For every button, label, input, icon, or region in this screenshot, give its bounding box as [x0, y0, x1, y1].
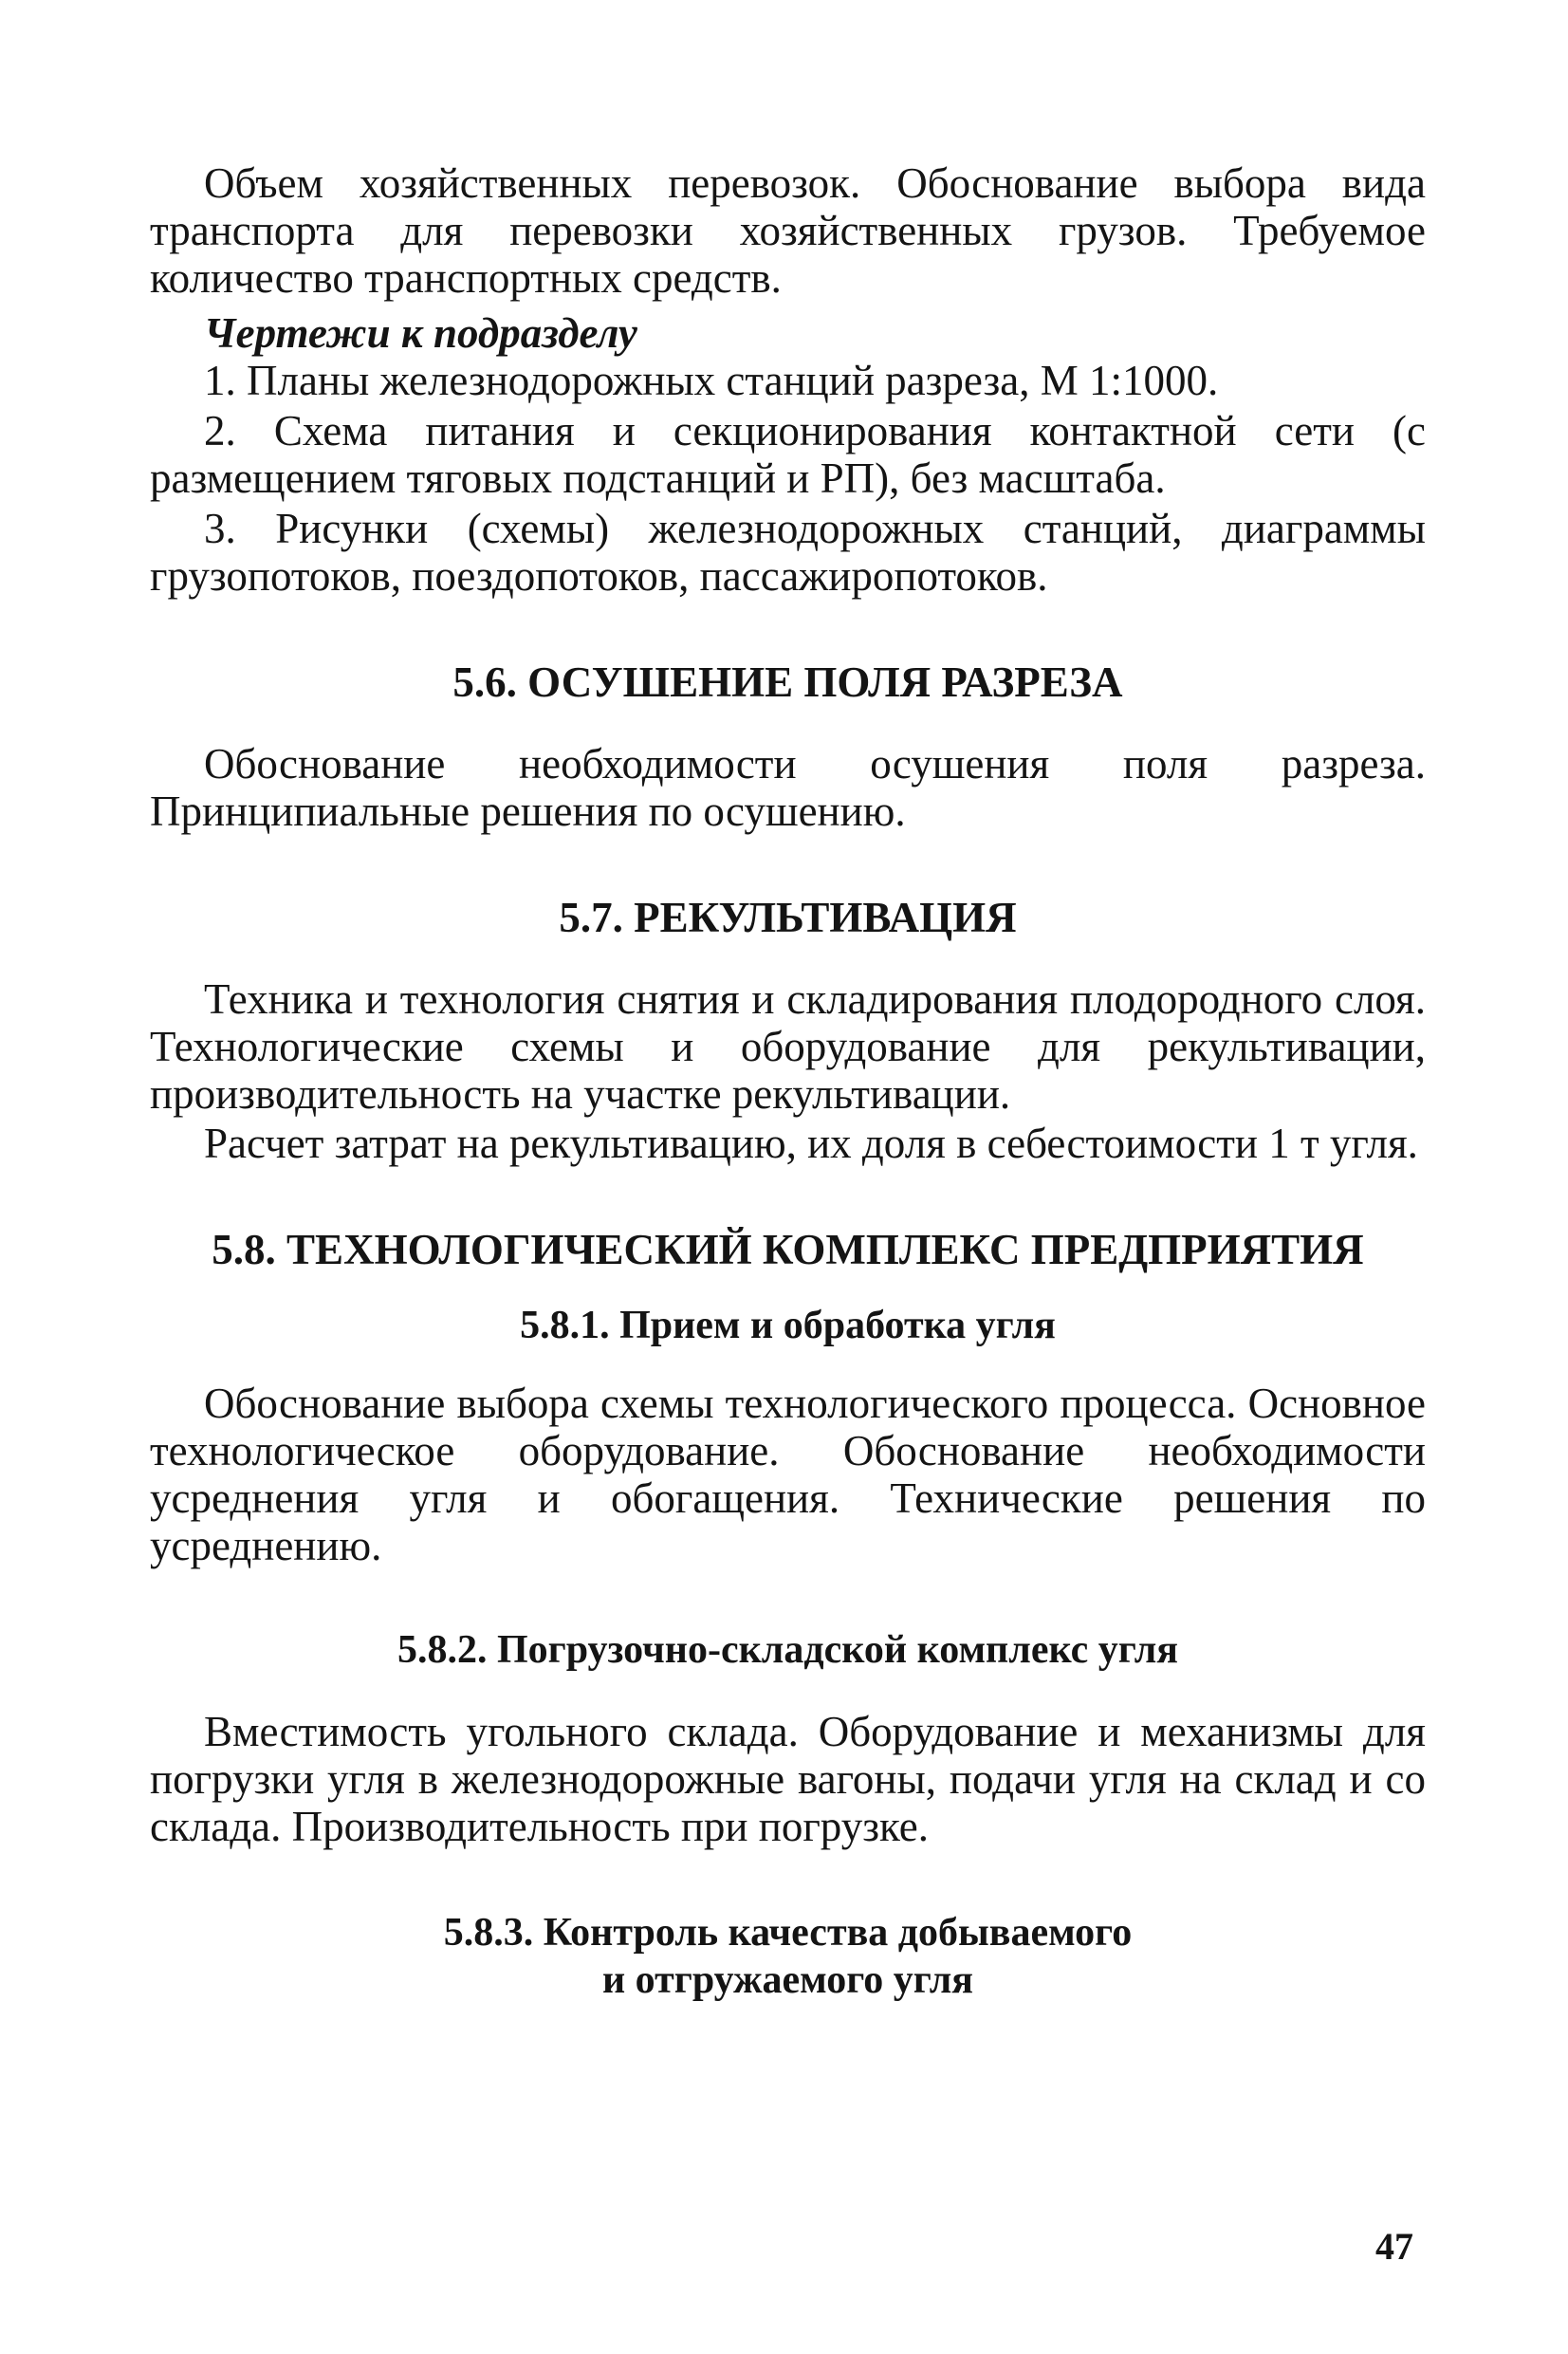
section-5-6-title: 5.6. ОСУШЕНИЕ ПОЛЯ РАЗРЕЗА — [452, 658, 1123, 706]
section-5-8-3-title-line-1: 5.8.3. Контроль качества добываемого — [443, 1911, 1133, 1955]
section-5-6-paragraph: Обоснование необходимости осушения поля разреза. Принципиальные решения по осушению. — [150, 740, 1426, 835]
document-page — [150, 159, 1426, 2004]
intro-paragraph: Объем хозяйственных перевозок. Обоснование выбора вида транспорта для перевозки хозяйственных грузов. Требуемое количество транспортных средств. — [150, 159, 1426, 302]
drawings-item-2: 2. Схема питания и секционирования контактной сети (с размещением тяговых подстанций и РП), без масштаба. — [150, 407, 1426, 502]
section-5-7-paragraph-2: Расчет затрат на рекультивацию, их доля в себестоимости 1 т угля. — [204, 1120, 1418, 1167]
drawings-item-3: 3. Рисунки (схемы) железнодорожных станций, диаграммы грузопотоков, поездопотоков, пассажиропотоков. — [150, 505, 1426, 600]
page-number: 47 — [1375, 2225, 1413, 2268]
section-5-8-1-title: 5.8.1. Прием и обработка угля — [520, 1304, 1056, 1347]
section-5-8-title: 5.8. ТЕХНОЛОГИЧЕСКИЙ КОМПЛЕКС ПРЕДПРИЯТИЯ — [212, 1226, 1364, 1273]
drawings-item-1: 1. Планы железнодорожных станций разреза, М 1:1000. — [204, 357, 1219, 404]
section-5-8-2-title: 5.8.2. Погрузочно-складской комплекс угля — [397, 1628, 1178, 1672]
section-5-8-3-title-line-2: и отгружаемого угля — [601, 1958, 973, 2002]
section-5-7-title: 5.7. РЕКУЛЬТИВАЦИЯ — [559, 894, 1017, 941]
drawings-subheading: Чертежи к подразделу — [204, 309, 637, 357]
section-5-7-paragraph-1: Техника и технология снятия и складирования плодородного слоя. Технологические схемы и оборудование для рекультивации, производительность на участке рекультивации. — [150, 975, 1426, 1118]
section-5-8-2-paragraph: Вместимость угольного склада. Оборудование и механизмы для погрузки угля в железнодорожные вагоны, подачи угля на склад и со склада. Производительность при погрузке. — [150, 1708, 1426, 1850]
section-5-8-1-paragraph: Обоснование выбора схемы технологического процесса. Основное технологическое оборудование. Обоснование необходимости усреднения угля и обогащения. Технические решения по усреднению. — [150, 1380, 1426, 1569]
